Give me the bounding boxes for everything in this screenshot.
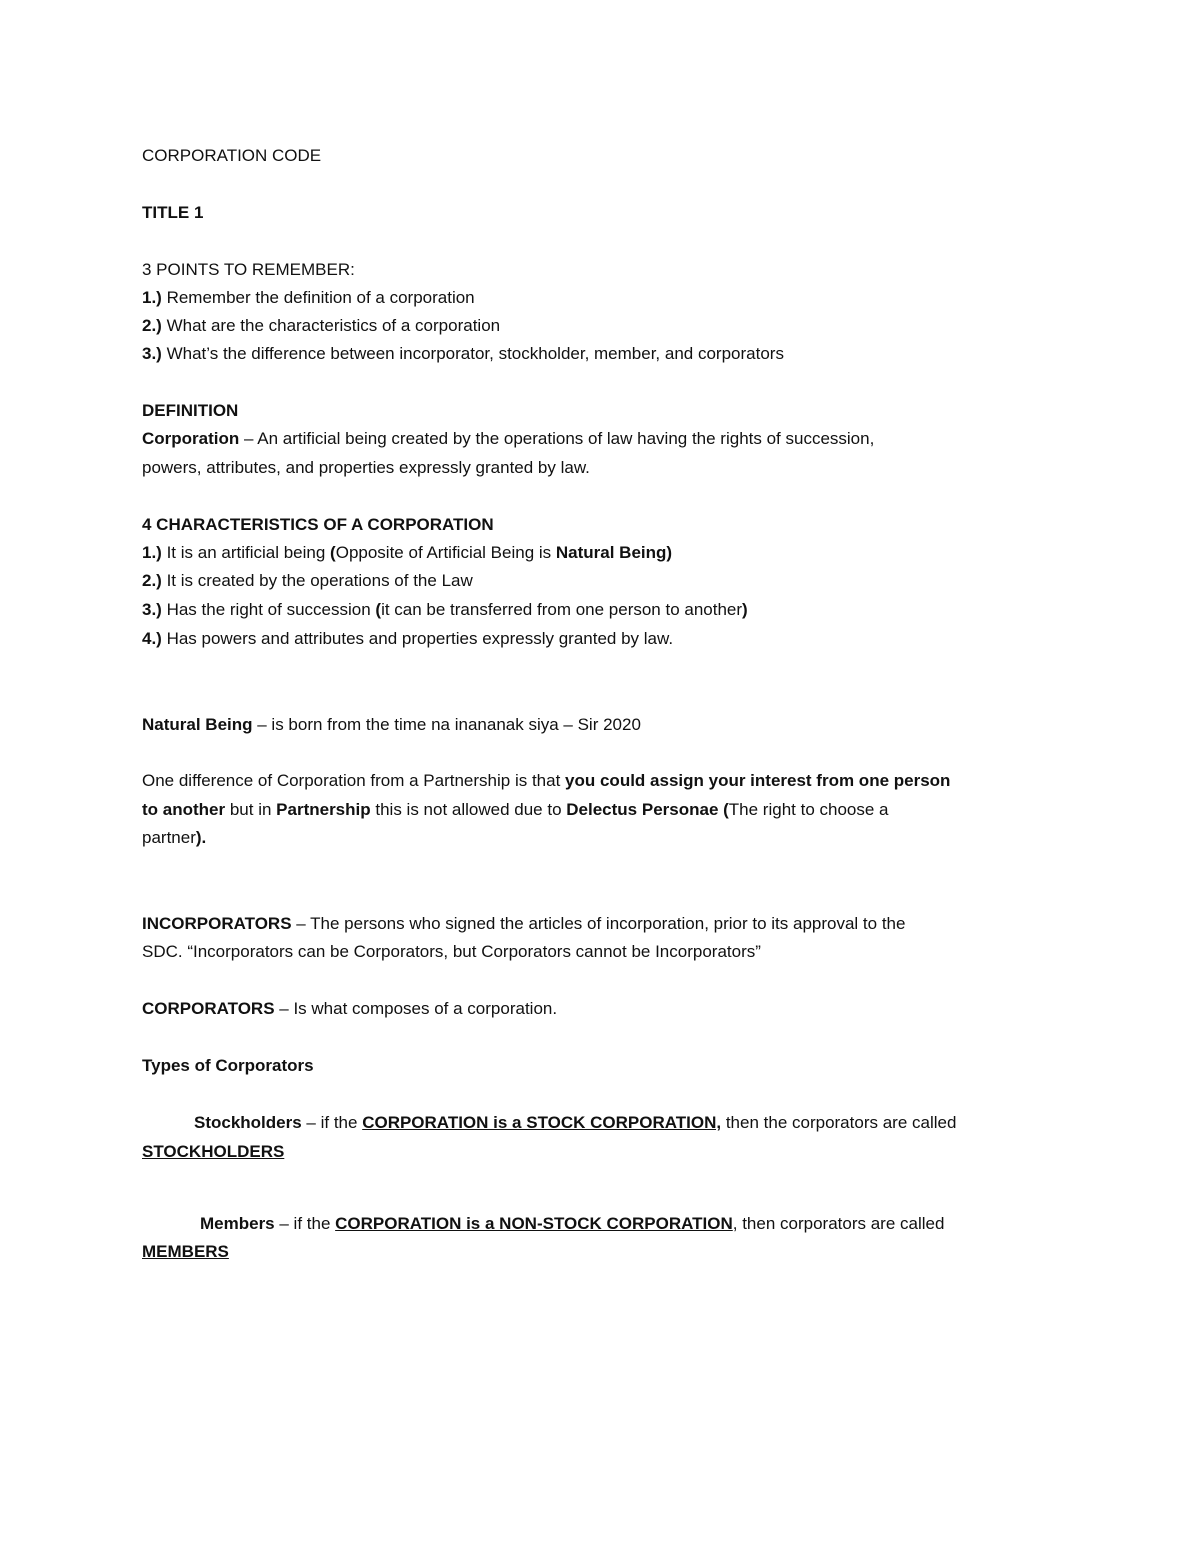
close-paren: ) [742, 600, 748, 619]
characteristic-item-1 [142, 542, 672, 564]
characteristic-item-3 [142, 599, 748, 621]
corporators-line [142, 998, 557, 1020]
point-text: Remember the definition of a corporation [161, 288, 475, 307]
stock-corporation-term: CORPORATION is a STOCK CORPORATION, [362, 1113, 722, 1132]
members-term: Members [200, 1214, 275, 1233]
non-stock-corporation-term: CORPORATION is a NON-STOCK CORPORATION [335, 1214, 733, 1233]
natural-being-text: – is born from the time na inananak siya – Sir 2020 [252, 715, 641, 734]
characteristic-number: 4.) [142, 629, 162, 648]
point-item-1 [142, 287, 475, 309]
natural-being-line [142, 714, 641, 736]
characteristic-number: 3.) [142, 600, 162, 619]
points-heading: 3 POINTS TO REMEMBER: [142, 260, 355, 279]
close-paren: ). [195, 828, 207, 847]
members-text: , then corporators are called [732, 1214, 945, 1233]
open-paren: ( [330, 543, 336, 562]
stockholders-text: – if the [301, 1113, 363, 1132]
natural-being-label: Natural Being [142, 715, 253, 734]
point-text: What’s the difference between incorporator, stockholder, member, and corporators [161, 344, 784, 363]
difference-line-1 [142, 770, 950, 792]
characteristic-text: It is an artificial being [161, 543, 331, 562]
members-line-1 [200, 1213, 944, 1235]
characteristics-heading: 4 CHARACTERISTICS OF A CORPORATION [142, 515, 494, 534]
stockholders-term: Stockholders [194, 1113, 302, 1132]
characteristic-text: Has powers and attributes and properties expressly granted by law. [161, 629, 674, 648]
natural-being-term: Natural Being) [555, 543, 673, 562]
difference-text: The right to choose a [728, 800, 889, 819]
corporators-text: – Is what composes of a corporation. [274, 999, 558, 1018]
open-paren: ( [375, 600, 382, 619]
definition-heading: DEFINITION [142, 401, 239, 420]
difference-line-2 [142, 799, 889, 821]
characteristic-number: 2.) [142, 571, 162, 590]
stockholders-line-1 [194, 1112, 956, 1134]
difference-text: partner [142, 828, 196, 847]
incorporators-text: – The persons who signed the articles of incorporation, prior to its approval to the [291, 914, 906, 933]
difference-text: but in [225, 800, 277, 819]
point-text: What are the characteristics of a corporation [161, 316, 501, 335]
point-item-2 [142, 315, 500, 337]
point-number: 3.) [142, 344, 162, 363]
difference-text: One difference of Corporation from a Partnership is that [142, 771, 566, 790]
characteristic-item-2 [142, 570, 473, 592]
difference-emphasis: to another [142, 800, 226, 819]
characteristic-number: 1.) [142, 543, 162, 562]
definition-text: – An artificial being created by the operations of law having the rights of succession, [239, 429, 875, 448]
types-heading: Types of Corporators [142, 1056, 314, 1075]
corporators-term: CORPORATORS [142, 999, 275, 1018]
point-number: 2.) [142, 316, 162, 335]
characteristic-text: Has the right of succession [161, 600, 376, 619]
point-number: 1.) [142, 288, 162, 307]
document-title: CORPORATION CODE [142, 146, 322, 165]
members-word: MEMBERS [142, 1242, 229, 1261]
definition-term: Corporation [142, 429, 240, 448]
difference-line-3 [142, 827, 206, 849]
partnership-term: Partnership [276, 800, 371, 819]
characteristic-item-4 [142, 628, 673, 650]
stockholders-text: then the corporators are called [721, 1113, 957, 1132]
members-text: – if the [274, 1214, 336, 1233]
point-item-3 [142, 343, 784, 365]
incorporators-term: INCORPORATORS [142, 914, 292, 933]
incorporators-line-1 [142, 913, 905, 935]
delectus-personae-term: Delectus Personae ( [566, 800, 729, 819]
definition-line-1 [142, 428, 874, 450]
title-1-heading: TITLE 1 [142, 203, 204, 222]
difference-text: this is not allowed due to [370, 800, 567, 819]
characteristic-text: It is created by the operations of the Law [161, 571, 473, 590]
characteristic-note: Opposite of Artificial Being is [335, 543, 556, 562]
incorporators-line-2: SDC. “Incorporators can be Corporators, but Corporators cannot be Incorporators” [142, 942, 761, 961]
characteristic-note: it can be transferred from one person to another [381, 600, 743, 619]
difference-emphasis: you could assign your interest from one person [565, 771, 951, 790]
definition-line-2: powers, attributes, and properties expressly granted by law. [142, 458, 590, 477]
stockholders-word: STOCKHOLDERS [142, 1142, 285, 1161]
